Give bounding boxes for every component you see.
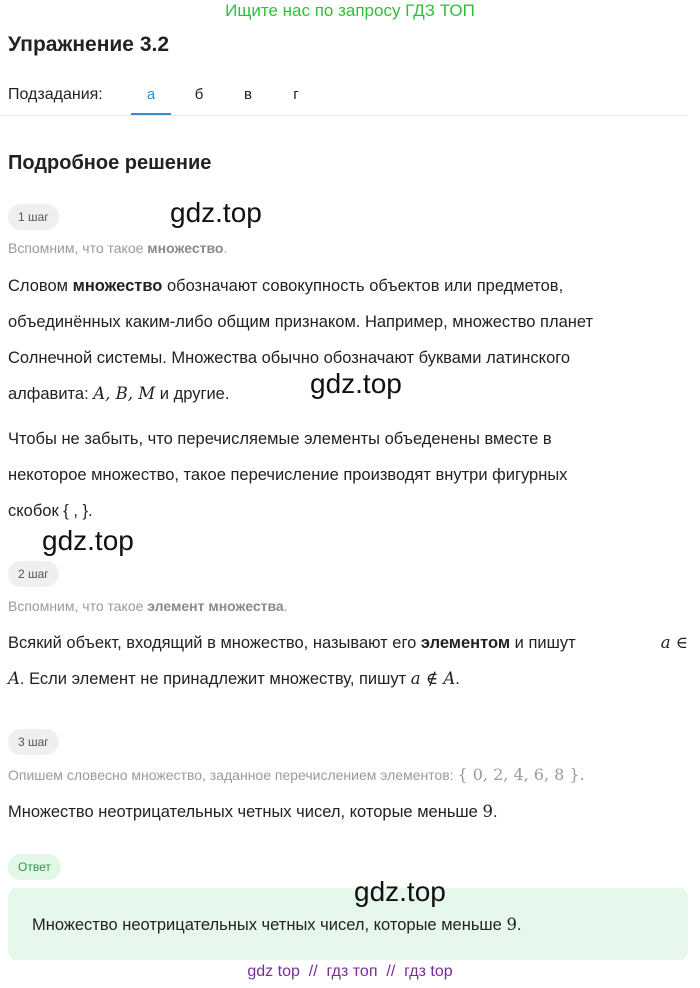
solution-title: Подробное решение xyxy=(8,152,212,174)
tab-a[interactable]: а xyxy=(146,86,156,103)
tab-v[interactable]: в xyxy=(244,86,252,103)
promo-banner: Ищите нас по запросу ГДЗ ТОП xyxy=(225,1,475,20)
answer-badge: Ответ xyxy=(8,854,61,880)
step-2-badge: 2 шаг xyxy=(8,561,59,587)
watermark: gdz.top xyxy=(170,197,262,228)
step-1-hint: Вспомним, что такое множество. xyxy=(8,240,228,256)
step-2-hint: Вспомним, что такое элемент множества. xyxy=(8,598,288,614)
divider xyxy=(0,115,688,116)
answer-text: Множество неотрицательных четных чисел, которые меньше 9. xyxy=(32,915,522,934)
tab-b[interactable]: б xyxy=(194,86,204,103)
step-1-paragraph-1: Словом множество обозначают совокупность объектов или предметов, объединённых каким-либо общим признаком. Например, множество планет Солнечной системы. Множества обычно обозначают буквами латинского алфавита: A, B, M и другие. xyxy=(8,277,594,403)
watermark: gdz.top xyxy=(310,368,402,399)
step-1-paragraph-2: Чтобы не забыть, что перечисляемые элементы объеденены вместе в некоторое множество, такое перечисление производят внутри фигурных скобок { , }. xyxy=(8,430,568,520)
watermark: gdz.top xyxy=(354,876,446,907)
step-3-hint: Опишем словесно множество, заданное перечислением элементов: { 0, 2, 4, 6, 8 }. xyxy=(8,765,585,784)
footer-watermark: gdz top // гдз топ // гдз top xyxy=(247,963,453,980)
step-2-paragraph: Всякий объект, входящий в множество, называют его элементом и пишут a ∈ A. Если элемент не принадлежит множеству, пишут a ∉ A. xyxy=(8,633,688,688)
page-title: Упражнение 3.2 xyxy=(8,33,170,56)
tab-g[interactable]: г xyxy=(293,86,299,103)
step-3-badge: 3 шаг xyxy=(8,729,59,755)
step-1-badge: 1 шаг xyxy=(8,204,59,230)
step-3-text: Множество неотрицательных четных чисел, которые меньше 9. xyxy=(8,802,498,821)
watermark: gdz.top xyxy=(42,525,134,556)
subtasks-label: Подзадания: xyxy=(8,86,103,103)
